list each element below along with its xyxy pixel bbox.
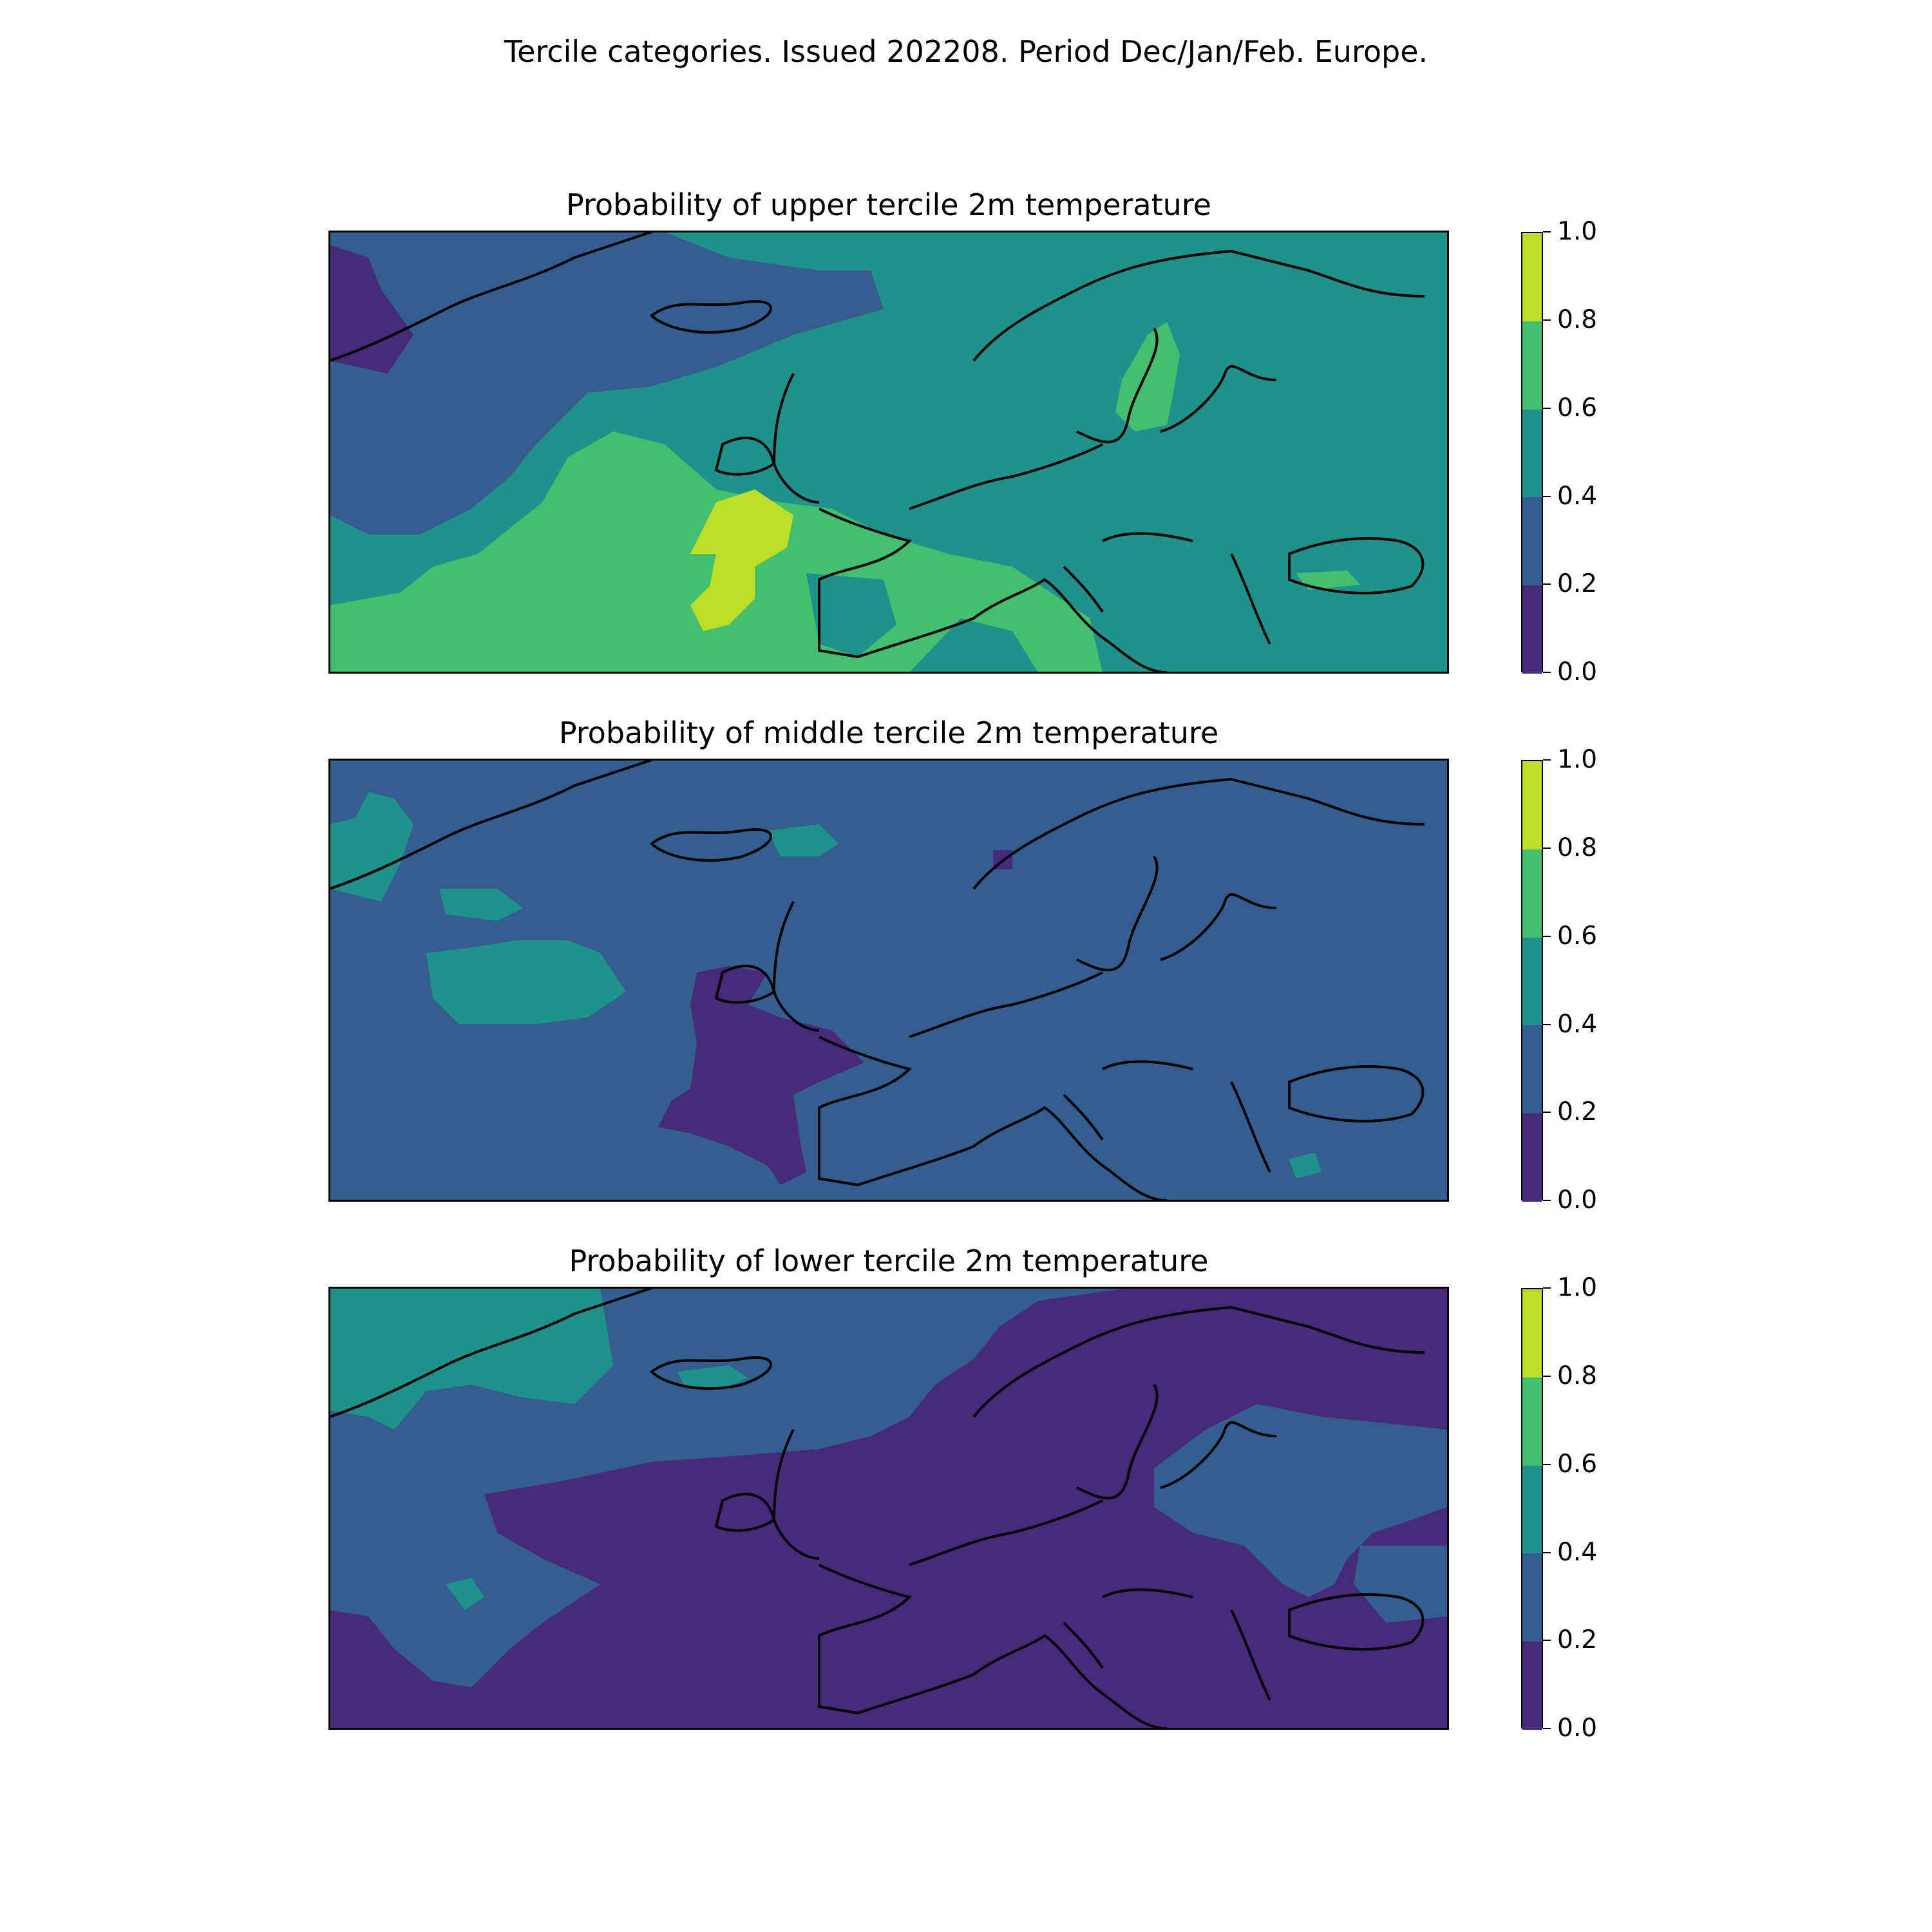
colorbar-level-0.4-0.6 [1522,410,1542,498]
colorbar-level-0.0-0.2 [1522,1113,1542,1202]
colorbar-upper-tick-3 [1543,408,1551,409]
colorbar-level-0.8-1.0 [1522,761,1542,849]
colorbar-middle-label-2: 0.4 [1557,1010,1598,1039]
colorbar-lower-label-0: 0.0 [1557,1714,1598,1743]
colorbar-middle-label-4: 0.8 [1557,833,1598,862]
colorbar-lower-label-4: 0.8 [1557,1361,1598,1390]
map-middle-svg [330,760,1448,1200]
map-upper-tercile [330,232,1448,672]
colorbar-upper-label-0: 0.0 [1557,658,1598,687]
colorbar-lower-label-3: 0.6 [1557,1450,1598,1479]
region-atlantic-mid [426,940,626,1024]
colorbar-upper-tick-2 [1543,496,1551,497]
colorbar-lower-label-5: 1.0 [1557,1273,1598,1302]
colorbar-middle-label-5: 1.0 [1557,745,1598,774]
map-lower-tercile [330,1288,1448,1728]
map-upper-svg [330,232,1448,672]
colorbar-upper-label-2: 0.4 [1557,482,1598,511]
colorbar-middle-tick-4 [1543,848,1551,849]
colorbar-level-0.8-1.0 [1522,233,1542,321]
colorbar-lower [1521,1288,1543,1728]
colorbar-upper-tick-1 [1543,583,1551,585]
colorbar-upper-tick-0 [1543,672,1551,673]
colorbar-lower-tick-1 [1543,1640,1551,1641]
colorbar-lower-tick-4 [1543,1376,1551,1377]
figure-suptitle: Tercile categories. Issued 202208. Period Dec/Jan/Feb. Europe. [504,34,1428,69]
colorbar-middle [1521,760,1543,1200]
colorbar-upper [1521,232,1543,672]
colorbar-level-0.4-0.6 [1522,1466,1542,1554]
colorbar-upper-label-1: 0.2 [1557,569,1598,598]
colorbar-level-0.6-0.8 [1522,849,1542,938]
colorbar-lower-label-2: 0.4 [1557,1538,1598,1567]
colorbar-level-0.2-0.4 [1522,1553,1542,1642]
colorbar-upper-tick-5 [1543,231,1551,232]
colorbar-middle-tick-0 [1543,1200,1551,1201]
colorbar-level-0.6-0.8 [1522,1378,1542,1466]
colorbar-lower-tick-0 [1543,1728,1551,1729]
colorbar-middle-label-3: 0.6 [1557,922,1598,951]
map-middle-tercile [330,760,1448,1200]
colorbar-level-0.2-0.4 [1522,497,1542,585]
panel-title-upper: Probability of upper tercile 2m temperature [566,187,1211,222]
colorbar-upper-tick-4 [1543,319,1551,321]
colorbar-upper-label-5: 1.0 [1557,217,1598,246]
panel-title-middle: Probability of middle tercile 2m temperature [558,715,1219,750]
map-lower-svg [330,1288,1448,1728]
colorbar-upper-label-3: 0.6 [1557,393,1598,422]
colorbar-middle-label-1: 0.2 [1557,1097,1598,1126]
colorbar-upper-label-4: 0.8 [1557,305,1598,334]
colorbar-middle-tick-2 [1543,1024,1551,1025]
colorbar-level-0.2-0.4 [1522,1025,1542,1113]
colorbar-middle-tick-3 [1543,936,1551,937]
colorbar-level-0.0-0.2 [1522,1642,1542,1730]
colorbar-level-0.8-1.0 [1522,1289,1542,1378]
colorbar-level-0.4-0.6 [1522,938,1542,1026]
colorbar-lower-tick-2 [1543,1552,1551,1553]
colorbar-level-0.0-0.2 [1522,585,1542,674]
colorbar-level-0.6-0.8 [1522,321,1542,410]
panel-title-lower: Probability of lower tercile 2m temperature [569,1244,1209,1278]
colorbar-lower-label-1: 0.2 [1557,1625,1598,1654]
colorbar-middle-label-0: 0.0 [1557,1186,1598,1215]
colorbar-lower-tick-3 [1543,1464,1551,1465]
colorbar-middle-tick-1 [1543,1112,1551,1113]
colorbar-middle-tick-5 [1543,759,1551,761]
colorbar-lower-tick-5 [1543,1287,1551,1289]
